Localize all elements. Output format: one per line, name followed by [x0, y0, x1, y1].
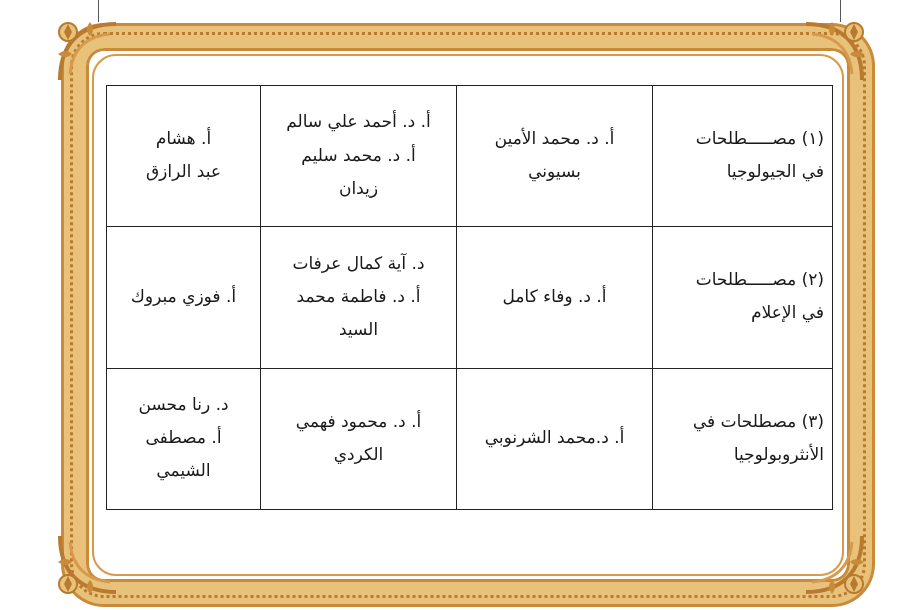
- author-line: أ. فوزي مبروك: [130, 286, 237, 307]
- term-line: الأنثروبولوجيا: [733, 444, 824, 465]
- term-cell: [653, 368, 833, 509]
- author-line: أ. د. أحمد علي سالم: [286, 112, 431, 133]
- author-cell: [107, 227, 261, 368]
- author-line: عبد الرازق: [145, 162, 221, 183]
- term-line: في الجيولوجيا: [726, 162, 824, 183]
- author-cell: [107, 86, 261, 227]
- term-line: (١) مصـــــطلحات: [695, 129, 824, 150]
- author-line: الشيمي: [156, 461, 211, 482]
- author-cell: [261, 86, 457, 227]
- author-line: أ. د. محمود فهمي: [295, 411, 422, 432]
- author-line: أ. د. محمد الأمين: [494, 129, 615, 150]
- table-row: [107, 227, 833, 368]
- author-line: د. آية كمال عرفات: [292, 253, 425, 274]
- term-cell: [653, 86, 833, 227]
- author-line: أ. هشام: [155, 129, 212, 150]
- term-line: (٣) مصطلحات في: [692, 411, 824, 432]
- corner-ornament-icon: [796, 14, 872, 90]
- author-cell: [261, 368, 457, 509]
- author-line: أ. د. محمد سليم: [301, 145, 416, 166]
- author-line: د. رنا محسن: [138, 395, 229, 416]
- author-cell: [457, 86, 653, 227]
- corner-ornament-icon: [796, 526, 872, 602]
- author-line: أ. د. فاطمة محمد: [296, 286, 421, 307]
- term-cell: [653, 227, 833, 368]
- author-line: أ. د. وفاء كامل: [502, 286, 607, 307]
- author-line: أ. د.محمد الشرنوبي: [484, 428, 625, 449]
- author-line: السيد: [338, 320, 379, 341]
- terms-table: [106, 85, 833, 510]
- author-line: الكردي: [333, 444, 384, 465]
- author-cell: [107, 368, 261, 509]
- corner-ornament-icon: [50, 14, 126, 90]
- corner-ornament-icon: [50, 526, 126, 602]
- author-line: بسيوني: [528, 162, 581, 183]
- terms-table-container: [106, 85, 832, 510]
- author-line: زيدان: [338, 178, 379, 199]
- term-line: في الإعلام: [751, 303, 824, 324]
- author-cell: [457, 368, 653, 509]
- term-line: (٢) مصـــــطلحات: [695, 270, 824, 291]
- table-row: [107, 368, 833, 509]
- author-line: أ. مصطفى: [145, 428, 222, 449]
- author-cell: [261, 227, 457, 368]
- table-row: [107, 86, 833, 227]
- author-cell: [457, 227, 653, 368]
